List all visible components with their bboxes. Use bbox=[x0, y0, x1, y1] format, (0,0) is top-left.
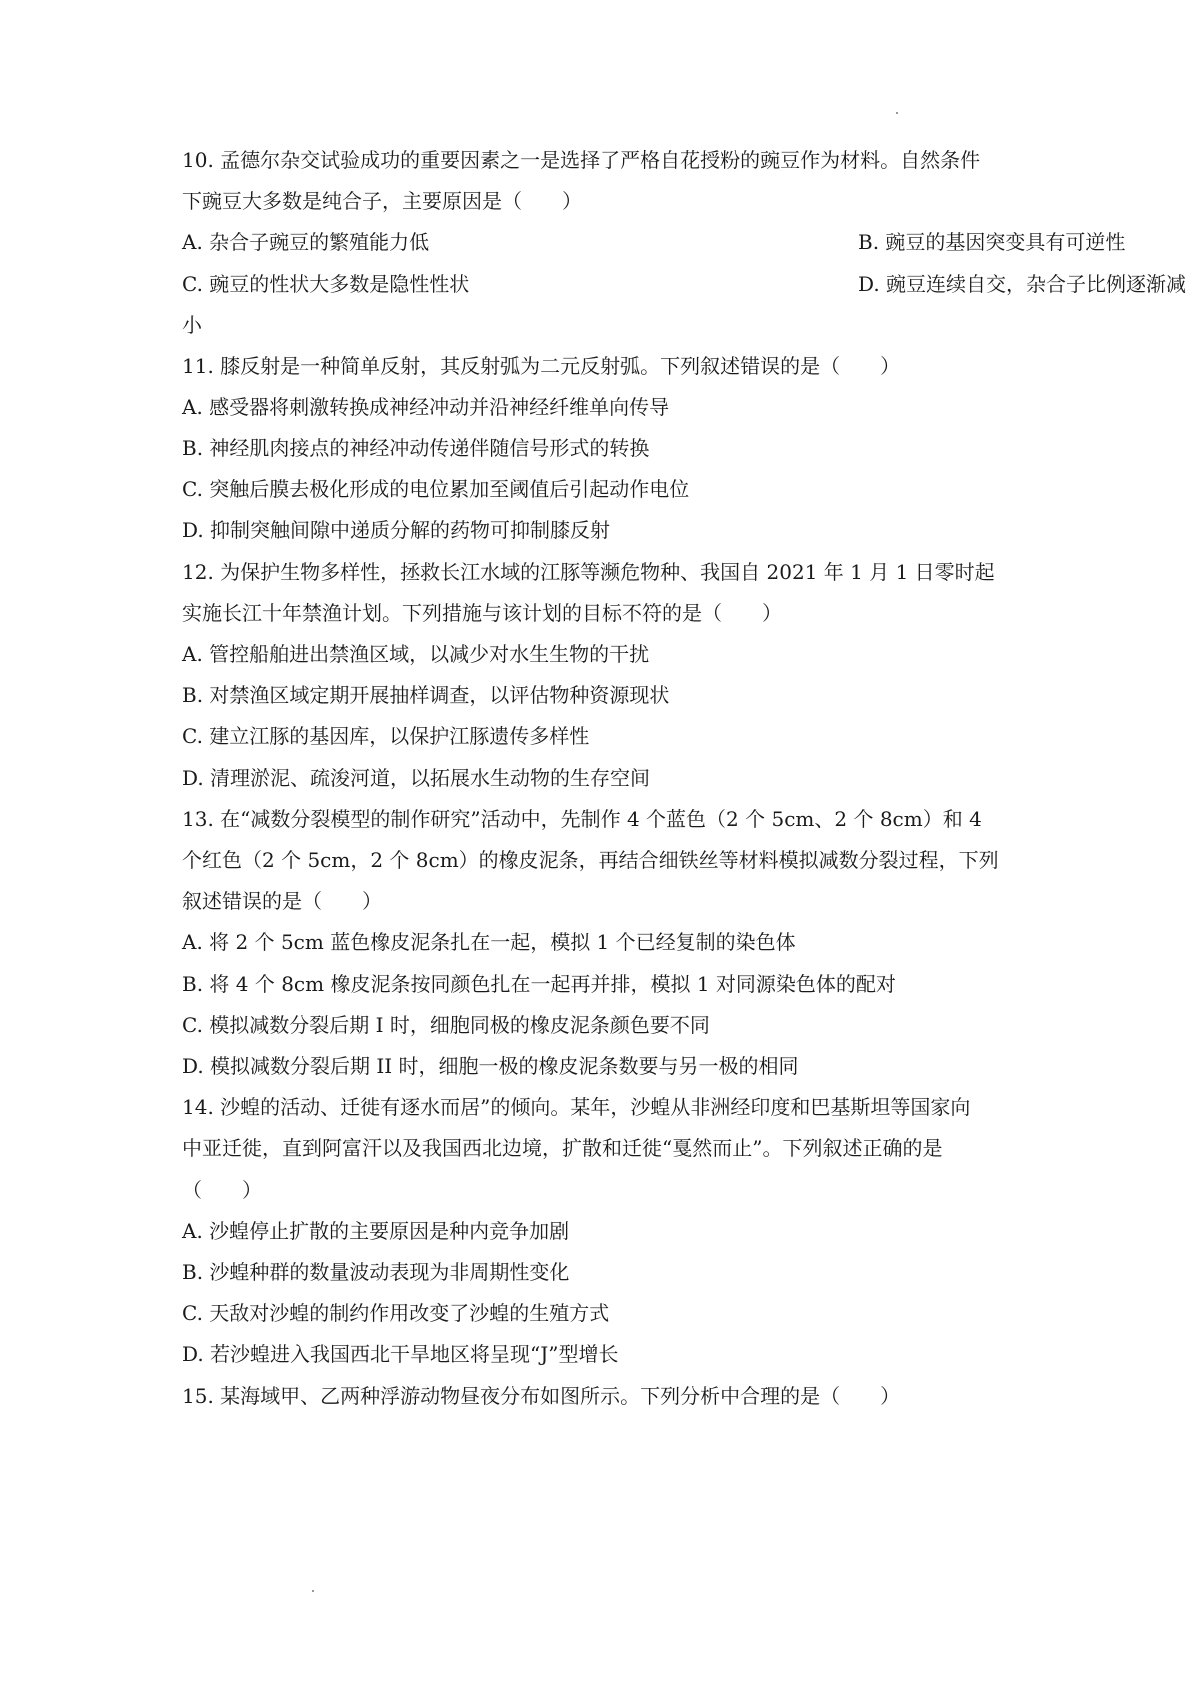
option-c: C. 模拟减数分裂后期 I 时，细胞同极的橡皮泥条颜色要不同 bbox=[182, 1013, 710, 1037]
option-a: A. 感受器将刺激转换成神经冲动并沿神经纤维单向传导 bbox=[182, 395, 670, 419]
option-b: B. 豌豆的基因突变具有可逆性 bbox=[858, 230, 1126, 254]
question-13-stem: 个红色（2 个 5cm，2 个 8cm）的橡皮泥条，再结合细铁丝等材料模拟减数分裂过程，下列 bbox=[182, 848, 999, 872]
option-d: D. 若沙蝗进入我国西北干旱地区将呈现“J”型增长 bbox=[182, 1342, 619, 1366]
question-14-stem: 中亚迁徙，直到阿富汗以及我国西北边境，扩散和迁徙“戛然而止”。下列叙述正确的是 bbox=[182, 1136, 943, 1160]
question-13-stem: 13. 在“减数分裂模型的制作研究”活动中，先制作 4 个蓝色（2 个 5cm、2 个 8cm）和 4 bbox=[182, 807, 982, 831]
option-b: B. 神经肌肉接点的神经冲动传递伴随信号形式的转换 bbox=[182, 436, 650, 460]
option-a: A. 管控船舶进出禁渔区域，以减少对水生生物的干扰 bbox=[182, 642, 650, 666]
option-b: B. 对禁渔区域定期开展抽样调查，以评估物种资源现状 bbox=[182, 683, 670, 707]
question-14-stem: （ ） bbox=[182, 1178, 262, 1202]
option-d: D. 清理淤泥、疏浚河道，以拓展水生动物的生存空间 bbox=[182, 766, 651, 790]
question-10-stem: 10. 孟德尔杂交试验成功的重要因素之一是选择了严格自花授粉的豌豆作为材料。自然条件 bbox=[182, 148, 981, 172]
scan-speck bbox=[896, 112, 898, 114]
option-c: C. 天敌对沙蝗的制约作用改变了沙蝗的生殖方式 bbox=[182, 1301, 610, 1325]
question-10-stem: 下豌豆大多数是纯合子，主要原因是（ ） bbox=[182, 189, 582, 213]
question-12-stem: 12. 为保护生物多样性，拯救长江水域的江豚等濒危物种、我国自 2021 年 1 月 1 日零时起 bbox=[182, 560, 995, 584]
question-12-stem: 实施长江十年禁渔计划。下列措施与该计划的目标不符的是（ ） bbox=[182, 601, 782, 625]
option-b: B. 沙蝗种群的数量波动表现为非周期性变化 bbox=[182, 1260, 570, 1284]
option-a: A. 将 2 个 5cm 蓝色橡皮泥条扎在一起，模拟 1 个已经复制的染色体 bbox=[182, 930, 796, 954]
question-10-option-row bbox=[182, 228, 1126, 256]
question-13-stem: 叙述错误的是（ ） bbox=[182, 889, 382, 913]
option-c: C. 突触后膜去极化形成的电位累加至阈值后引起动作电位 bbox=[182, 477, 690, 501]
option-d-overflow: 小 bbox=[182, 313, 202, 337]
option-a: A. 沙蝗停止扩散的主要原因是种内竞争加剧 bbox=[182, 1219, 570, 1243]
scan-speck bbox=[312, 1590, 314, 1592]
option-d: D. 豌豆连续自交，杂合子比例逐渐减 bbox=[858, 272, 1187, 296]
option-c: C. 豌豆的性状大多数是隐性性状 bbox=[182, 272, 470, 296]
question-14-stem: 14. 沙蝗的活动、迁徙有逐水而居”的倾向。某年，沙蝗从非洲经印度和巴基斯坦等国家向 bbox=[182, 1095, 971, 1119]
option-c: C. 建立江豚的基因库，以保护江豚遗传多样性 bbox=[182, 724, 590, 748]
question-11-stem: 11. 膝反射是一种简单反射，其反射弧为二元反射弧。下列叙述错误的是（ ） bbox=[182, 354, 901, 378]
option-d: D. 抑制突触间隙中递质分解的药物可抑制膝反射 bbox=[182, 518, 611, 542]
question-10-option-row bbox=[182, 270, 1187, 298]
option-d: D. 模拟减数分裂后期 II 时，细胞一极的橡皮泥条数要与另一极的相同 bbox=[182, 1054, 799, 1078]
question-15-stem: 15. 某海域甲、乙两种浮游动物昼夜分布如图所示。下列分析中合理的是（ ） bbox=[182, 1384, 901, 1408]
option-a: A. 杂合子豌豆的繁殖能力低 bbox=[182, 230, 430, 254]
option-b: B. 将 4 个 8cm 橡皮泥条按同颜色扎在一起再并排，模拟 1 对同源染色体的配对 bbox=[182, 972, 896, 996]
